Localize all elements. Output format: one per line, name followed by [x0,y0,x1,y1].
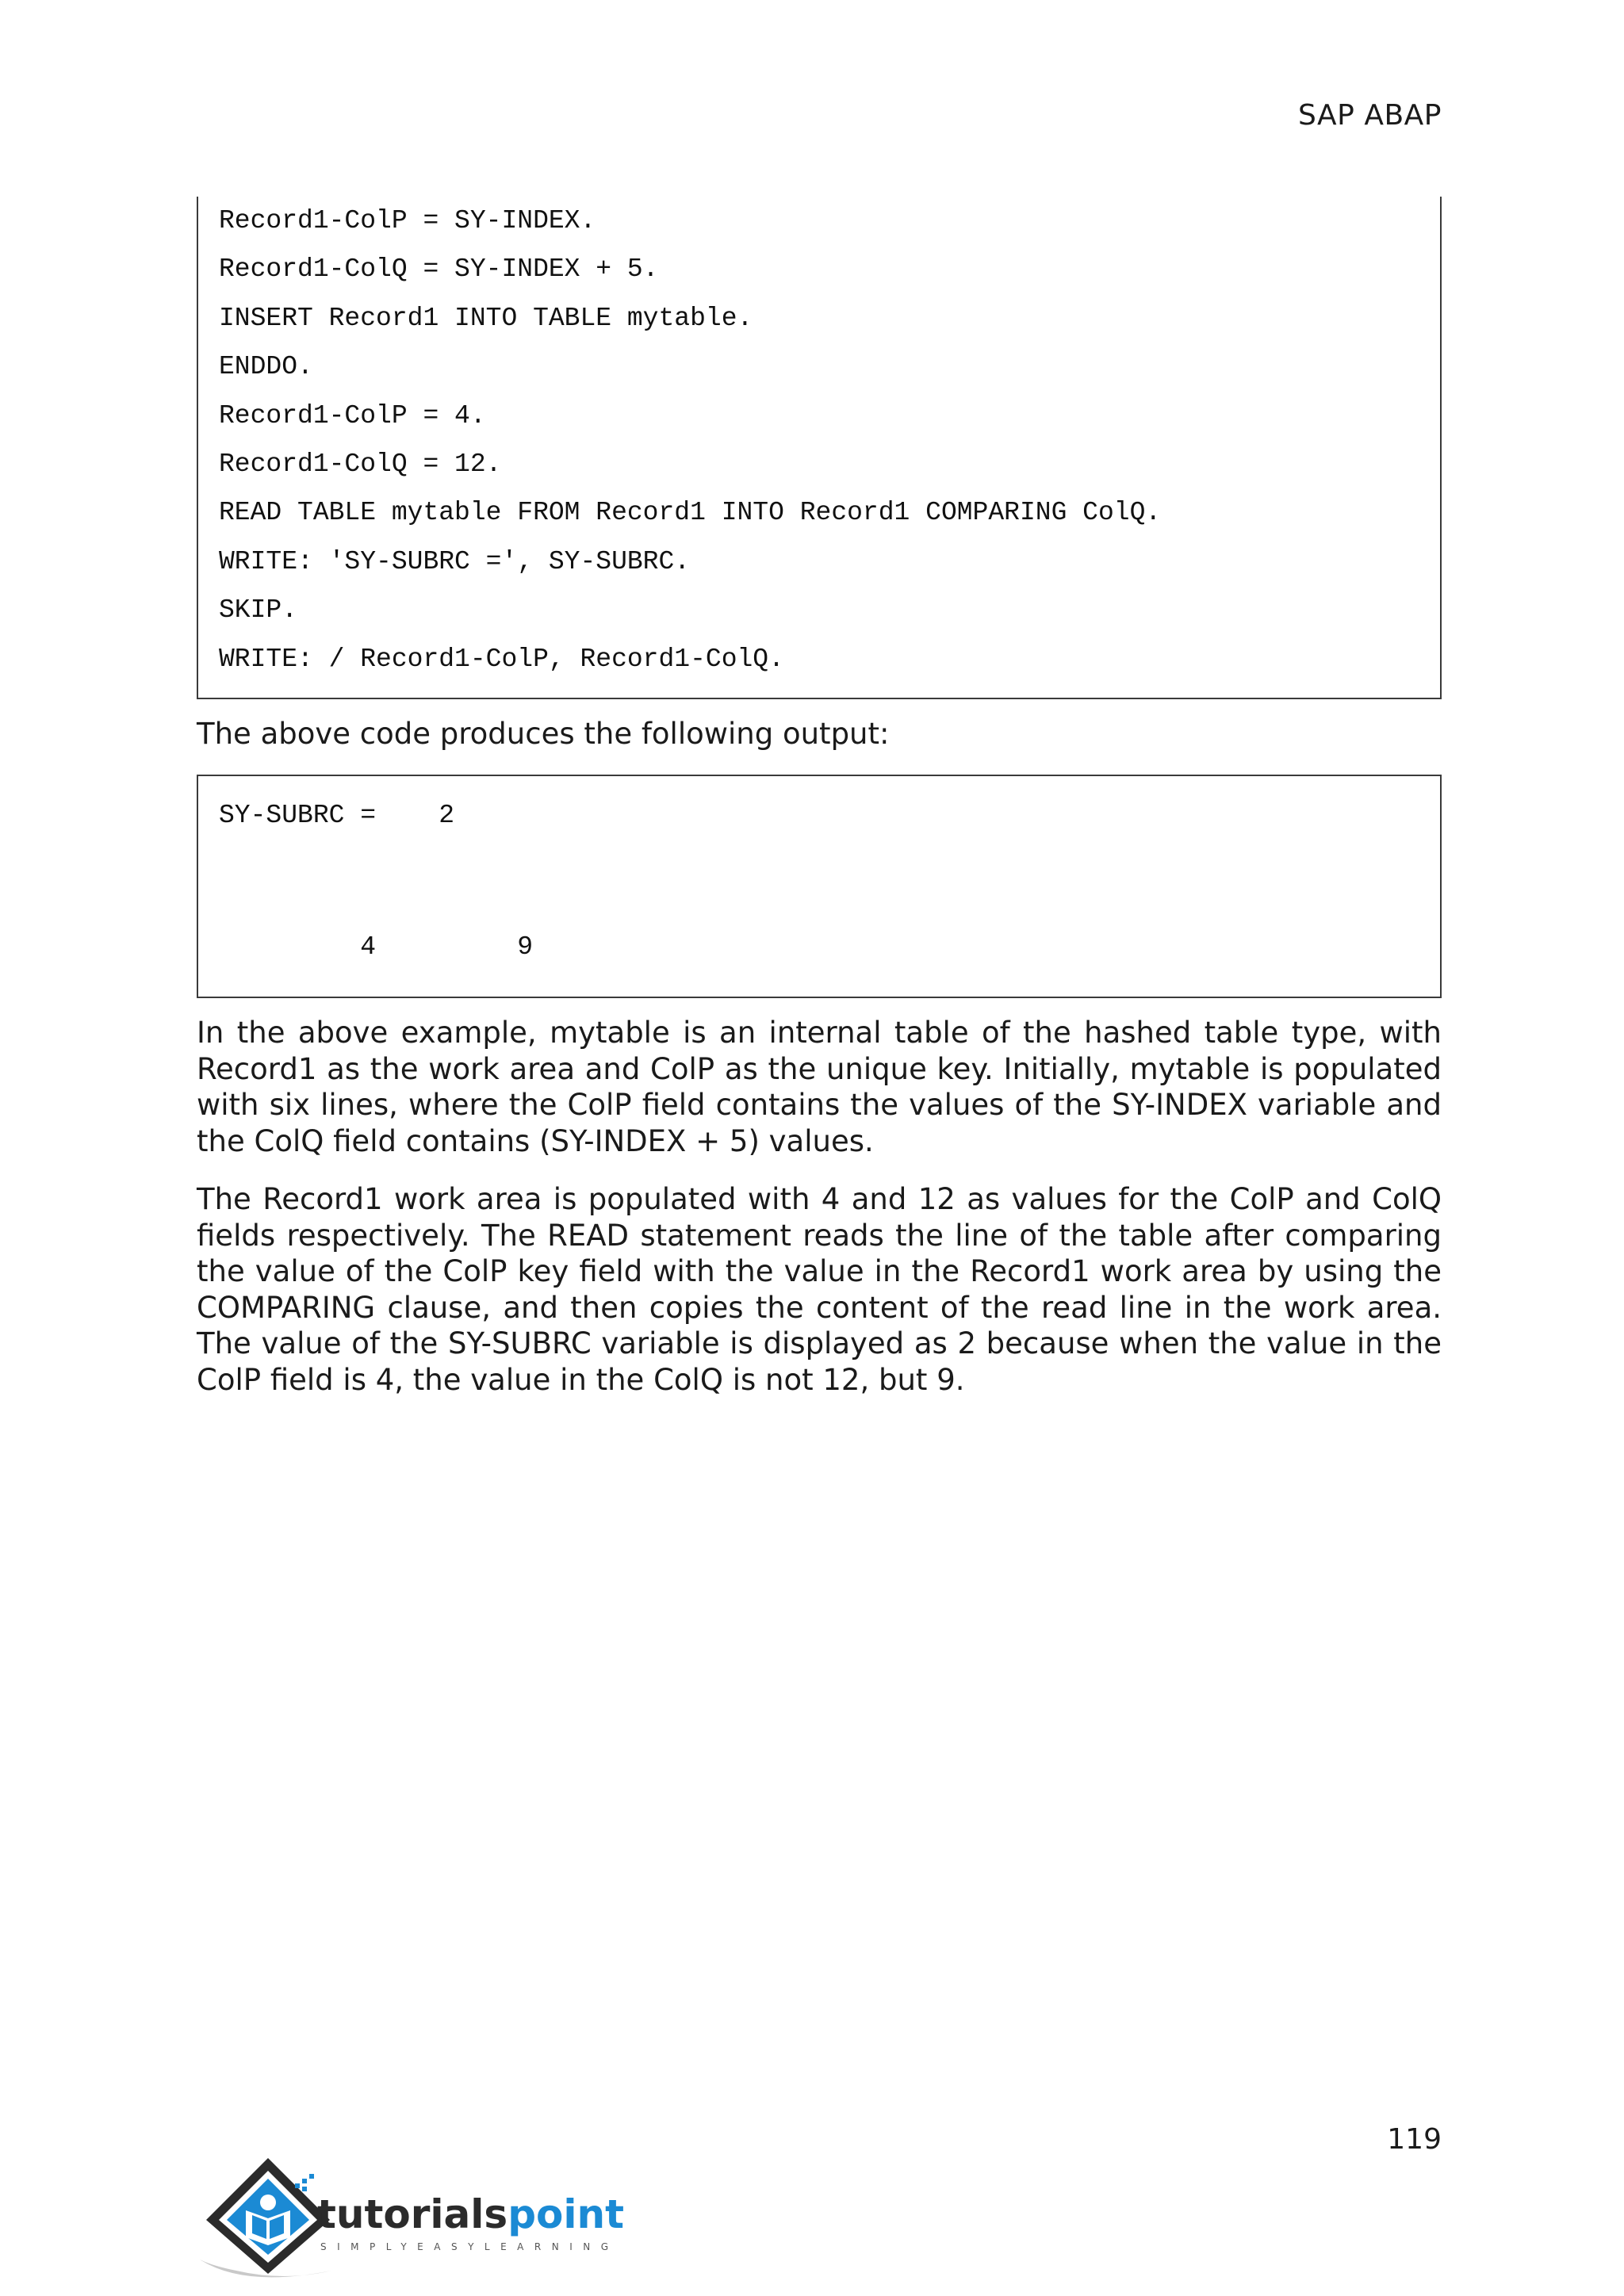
tutorialspoint-logo-icon [197,2155,625,2282]
code-line: WRITE: 'SY-SUBRC =', SY-SUBRC. [219,546,691,576]
logo-wordmark: tutorialspoint [317,2191,624,2237]
code-line: WRITE: / Record1-ColP, Record1-ColQ. [219,644,784,674]
code-line: SKIP. [219,595,298,626]
code-line: Record1-ColP = SY-INDEX. [219,206,596,235]
code-line: INSERT Record1 INTO TABLE mytable. [219,303,753,333]
output-line-values: 4 9 [219,932,534,962]
code-block [197,197,1442,699]
page-header-title: SAP ABAP [1298,99,1442,132]
explanation-paragraph-2: The Record1 work area is populated with 4 and 12 as values for the ColP and ColQ fields respectively. The READ statement reads the line of the table after comparing the value of the ColP key field with the value in the Record1 work area by using the COMPARING clause, and then copies the content of the read line in the work area. The value of the SY-SUBRC variable is displayed as 2 because when the value in the ColP field is 4, the value in the ColQ is not 12, but 9. [197,1182,1442,1397]
tutorialspoint-logo [197,2155,625,2282]
code-line: Record1-ColP = 4. [219,400,486,430]
page-number: 119 [1387,2123,1442,2156]
code-lines [219,197,1419,683]
logo-tagline: SIMPLYEASYLEARNING [320,2241,619,2252]
output-block [197,775,1442,998]
code-line: ENDDO. [219,352,313,382]
output-line-subrc: SY-SUBRC = 2 [219,801,455,830]
explanation-paragraph-1: In the above example, mytable is an internal table of the hashed table type, with Record1 as the work area and ColP as the unique key. Initially, mytable is populated with six lines, where the ColP field contains the values of the SY-INDEX variable and the ColQ field contains (SY-INDEX + 5) values. [197,1016,1442,1158]
code-line: READ TABLE mytable FROM Record1 INTO Record1 COMPARING ColQ. [219,498,1162,528]
code-line: Record1-ColQ = SY-INDEX + 5. [219,254,659,285]
output-intro-text: The above code produces the following output: [197,717,890,751]
code-line: Record1-ColQ = 12. [219,449,502,479]
